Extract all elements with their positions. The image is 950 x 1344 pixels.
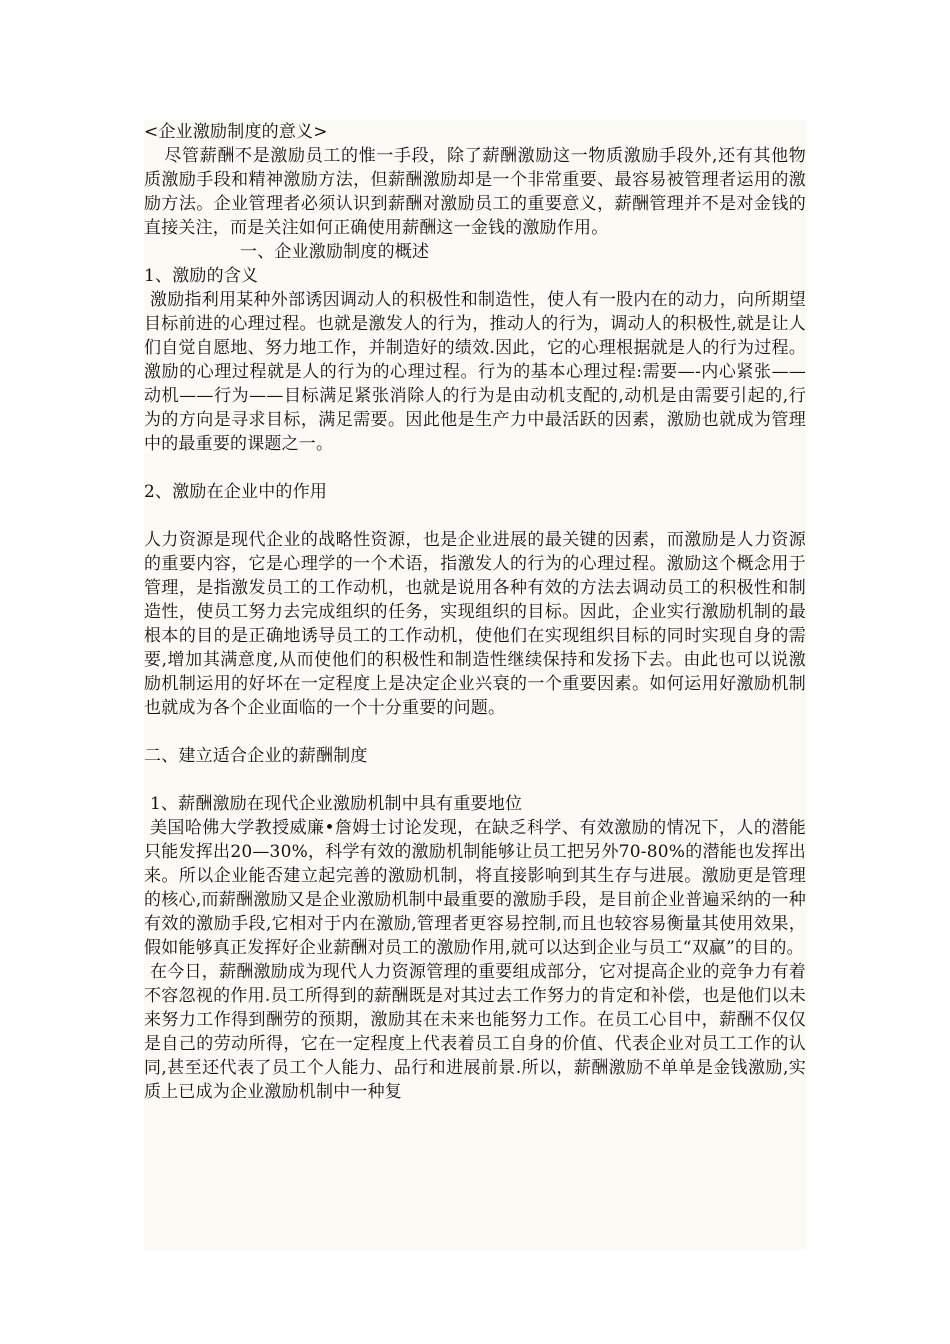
subsection-1-2-body: 人力资源是现代企业的战略性资源，也是企业进展的最关键的因素，而激励是人力资源的重要内容，它是心理学的一个术语，指激发人的行为的心理过程。激励这个概念用于管理，是指激发员工的工作动机，也就是说用各种有效的方法去调动员工的积极性和制造性，使员工努力去完成组织的任务，实现组织的目标。因此，企业实行激励机制的最根本的目的是正确地诱导员工的工作动机，使他们在实现组织目标的同时实现自身的需要,增加其满意度,从而使他们的积极性和制造性继续保持和发扬下去。由此也可以说激励机制运用的好坏在一定程度上是决定企业兴衰的一个重要因素。如何运用好激励机制也就成为各个企业面临的一个十分重要的问题。	[144, 530, 806, 718]
subsection-2-1-paragraph-1: 美国哈佛大学教授威廉•詹姆士讨论发现，在缺乏科学、有效激励的情况下，人的潜能只能发挥出20—30%，科学有效的激励机制能够让员工把另外70-80%的潜能也发挥出来。所以企业能否建立起完善的激励机制，将直接影响到其生存与进展。激励更是管理的核心,而薪酬激励又是企业激励机制中最重要的激励手段，是目前企业普遍采纳的一种有效的激励手段,它相对于内在激励,管理者更容易控制,而且也较容易衡量其使用效果，假如能够真正发挥好企业薪酬对员工的激励作用,就可以达到企业与员工“双赢”的目的。	[144, 818, 806, 958]
subsection-2-1-heading: 1、薪酬激励在现代企业激励机制中具有重要地位	[149, 794, 523, 814]
spacer	[144, 504, 806, 528]
document-text-block	[144, 120, 806, 1250]
subsection-2-1-paragraph-2: 在今日，薪酬激励成为现代人力资源管理的重要组成部分，它对提高企业的竞争力有着不容忽视的作用.员工所得到的薪酬既是对其过去工作努力的肯定和补偿，也是他们以未来努力工作得到酬劳的预期，激励其在未来也能努力工作。在员工心目中，薪酬不仅仅是自己的劳动所得，它在一定程度上代表着员工自身的价值、代表企业对员工工作的认同,甚至还代表了员工个人能力、品行和进展前景.所以，薪酬激励不单单是金钱激励,实质上已成为企业激励机制中一种复	[144, 962, 806, 1102]
subsection-1-2-heading: 2、激励在企业中的作用	[144, 482, 328, 502]
section-2-heading: 二、建立适合企业的薪酬制度	[144, 746, 368, 766]
section-1-heading: 一、企业激励制度的概述	[240, 242, 430, 262]
intro-paragraph: 尽管薪酬不是激励员工的惟一手段，除了薪酬激励这一物质激励手段外,还有其他物质激励手段和精神激励方法，但薪酬激励却是一个非常重要、最容易被管理者运用的激励方法。企业管理者必须认识到薪酬对激励员工的重要意义，薪酬管理并不是对金钱的直接关注，而是关注如何正确使用薪酬这一金钱的激励作用。	[144, 146, 806, 238]
document-title: <企业激励制度的意义>	[144, 122, 328, 142]
spacer	[144, 720, 806, 744]
subsection-1-1-heading: 1、激励的含义	[144, 266, 259, 286]
spacer	[144, 768, 806, 792]
subsection-1-1-body: 激励指利用某种外部诱因调动人的积极性和制造性，使人有一股内在的动力，向所期望目标前进的心理过程。也就是激发人的行为，推动人的行为，调动人的积极性,就是让人们自觉自愿地、努力地工作，并制造好的绩效.因此，它的心理根据就是人的行为过程。激励的心理过程就是人的行为的心理过程。行为的基本心理过程:需要—-内心紧张——动机——行为——目标满足紧张消除人的行为是由动机支配的,动机是由需要引起的,行为的方向是寻求目标，满足需要。因此他是生产力中最活跃的因素，激励也就成为管理中的最重要的课题之一。	[144, 290, 806, 454]
spacer	[144, 456, 806, 480]
